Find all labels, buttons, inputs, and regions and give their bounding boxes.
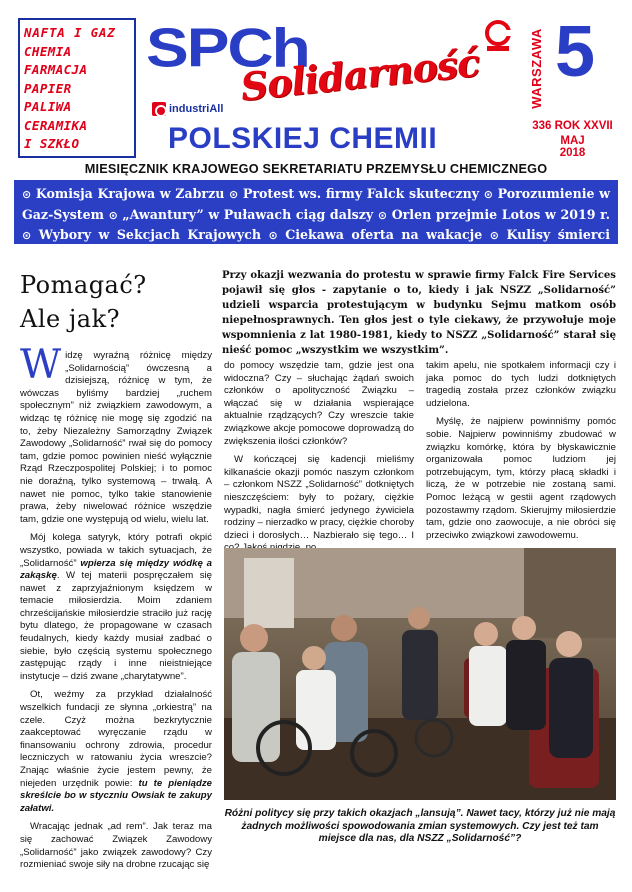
bullet-icon: ⊙ (483, 188, 493, 201)
sector-item: CHEMIA (24, 43, 72, 59)
article-column-3 (426, 360, 616, 567)
article-column-2 (224, 360, 414, 561)
headline-item[interactable]: Orlen przejmie Lotos w 2019 r. (391, 206, 610, 222)
paragraph-text: Ot, weźmy za przykład działalność wszelkich fundacji ze słynna „orkiestrą” na czele. Czyż można bezkrytycznie zaakceptować wyręczanie rządu w finansowaniu ochrony zdrowia, procedur leczniczych w ratowaniu życia wreszcie? Znając właśnie życie jestem pewny, że niejeden urzędnik powie: (20, 689, 212, 789)
paragraph: Myślę, że najpierw powinniśmy pomóc sobie. Najpierw powinniśmy zbudować w związku komórkę, która by błyskawicznie organizowała pomoc ludziom jej potrzebującym, tym, którzy płacą składki i liczą, że w potrzebie nie zostaną sami. Pomoc leżącą w gestii agent rządowych pozostawmy rządom. Skierujmy miłosierdzie tam, gdzie ono zaowocuje, a nie obróci się przeciwko związkowi zawodowemu. (426, 416, 616, 541)
industriall-icon (152, 102, 166, 116)
paragraph (20, 532, 212, 683)
bullet-icon: ⊙ (22, 188, 32, 201)
bullet-icon: ⊙ (377, 208, 388, 222)
paragraph (20, 689, 212, 815)
city-label-wrap (525, 16, 547, 120)
paragraph-text: idzę wyraźną różnicę między „Solidarnością” ówczesną a dzisiejszą, różnicę w tym, że wówczas byliśmy bardziej „ruchem społecznym” niż związkiem zawodowym, a widząc tę różnicę nie mogę się zgodzić na to, żeby Niezależny Samorządny Związek Zawodowy „Solidarność” rwał się do pomocy tam, gdzie pomoc powinien nieść wyłącznie Rząd Rzeczpospolitej Polskiej; i to pomoc nie doraźną, tylko systemową – trwałą. A nawet nie pomoc, tylko takie stanowienie prawa, żeby niwelować różnice wszędzie tam, gdzie one występują od wielu, wielu lat. (20, 350, 212, 525)
sector-item: NAFTA I GAZ (24, 25, 116, 40)
paragraph: do pomocy wszędzie tam, gdzie jest ona widoczna? Czy – słuchając żądań swoich członków o apolityczność Związku – włączać się w działania wspierające aktualnie rządzących? Czy wreszcie takie związkowe akcje pomocowe doprowadzą do zwiększenia ilości członków? (224, 360, 414, 447)
article-photo (224, 548, 616, 800)
headline-item[interactable]: Wybory w Sekcjach Krajowych (38, 227, 262, 242)
article-title-line: Pomagać? (20, 271, 147, 299)
issue-year: 2018 (559, 147, 586, 159)
emphasis-text: tu te pieniądze skreślcie bo w styczniu Owsiak te zakupy załatwi. (20, 777, 212, 814)
headline-item[interactable]: Kulisy śmierci Marka Papały (22, 227, 611, 263)
sector-item: PALIWA (24, 99, 72, 114)
paragraph (20, 342, 212, 526)
bullet-icon: ⊙ (489, 229, 499, 242)
paragraph-text: . W tej materii pospręczałem się nawet z zaprzyjaźnionym księdzem w temacie miłosierdzia. Moim zdaniem chrześcijańskie miłosierdzie straciło już rację bytu dlatego, że propagowane w czasach feudalnych, kiedy każdy musiał zadbać o siebie, było częścią systemu społecznego zastępując rządy i inne nieistniejące instytucje – dziś zwane „charytatywne”. (20, 570, 212, 682)
industriall-logo (152, 102, 223, 116)
bullet-icon: ⊙ (229, 188, 239, 201)
article-column-1 (20, 342, 212, 878)
sector-item: PAPIER (24, 80, 72, 96)
photo-caption: Różni politycy się przy takich okazjach „lansują”. Nawet tacy, którzy już nie mają żadnych możliwości spowodowania zmian systemowych. Czy jest też tam miejsce dla nas, dla NSZZ „Solidarność”? (224, 808, 616, 845)
paragraph-text: Mój kolega satyryk, który potrafi okpić wszystko, powiada w takich sytuacjach, że „Solidarność” (20, 532, 212, 569)
sector-item: I SZKŁO (24, 136, 80, 151)
bullet-icon: ⊙ (268, 229, 278, 242)
headline-item[interactable]: Komisja Krajowa w Zabrzu (35, 186, 225, 201)
masthead-subtitle: MIESIĘCZNIK KRAJOWEGO SEKRETARIATU PRZEMYSŁU CHEMICZNEGO (84, 162, 548, 176)
article-lead: Przy okazji wezwania do protestu w sprawie firmy Falck Fire Services pojawił się głos - zapytanie o to, kiedy i jak NSZZ „Solidarność” udzieli wsparcia protestującym w budynku Sejmu matkom osób niepełnosprawnych. Ten głos jest o tyle ciekawy, że przywołuje moje wspomnienia z lat 1980-1981, kiedy to NSZZ „Solidarność” starał się nieść pomoc „wszystkim we wszystkim”. (222, 270, 616, 356)
headline-item[interactable]: Protest ws. firmy Falck skuteczny (242, 186, 480, 201)
solidarnosc-logo-icon (478, 16, 518, 56)
headline-item[interactable]: „Awantury” w Puławach ciąg dalszy (122, 206, 374, 222)
paragraph: Wracając jednak „ad rem”. Jak teraz ma się zachować Związek Zawodowy „Solidarność” jako związek zawodowy? Czy rozmieniać swoje siły na drobne rzucając się (20, 821, 212, 871)
article-title-line: Ale jak? (20, 305, 120, 333)
photo-illustration (224, 548, 616, 800)
article-title (20, 268, 210, 336)
bullet-icon: ⊙ (122, 249, 133, 263)
city-label: WARSZAWA (528, 27, 544, 109)
headline-item[interactable]: Ciekawa oferta na wakacje (285, 227, 483, 242)
title-polskiej-chemii: POLSKIEJ CHEMII (168, 122, 438, 155)
sector-item: FARMACJA (24, 62, 88, 77)
issue-month: MAJ (560, 135, 585, 147)
bullet-icon: ⊙ (22, 229, 32, 242)
paragraph: W kończącej się kadencji mieliśmy kilkanaście okazji pomóc naszym członkom – członkom NSZZ „Solidarność” dotkniętych nieszczęściem: były to pożary, ciężkie wypadki, nagła śmierć jedynego żywiciela rodziny – nierzadko w pracy, ciężkie choroby dzieci i dorosłych… Nazbierało się tego… I (224, 454, 414, 541)
bullet-icon: ⊙ (108, 208, 118, 222)
title-solidarnosc: Solidarność (238, 39, 482, 110)
emphasis-text: wpierza się między wódkę a zakąskę (20, 557, 212, 582)
paragraph: takim apelu, nie spotkałem informacji czy i jaka pomoc do tych ludzi dotkniętych tragedią została przez członków związku udzielona. (426, 360, 616, 409)
headline-item[interactable]: Porozumienie w Gaz-System (22, 186, 611, 222)
industriall-label: industriAll (169, 103, 224, 115)
title-spch: SPCh (146, 16, 309, 79)
masthead (18, 14, 616, 162)
drop-cap: W (20, 342, 62, 388)
issue-info (525, 12, 620, 159)
issue-number: 5 (555, 12, 596, 92)
issue-volume: 336 ROK XXVII (532, 120, 613, 132)
headlines-bar (14, 180, 618, 263)
sector-item: CERAMIKA (24, 117, 88, 133)
industry-sectors-box (18, 18, 136, 158)
issue-date (525, 135, 620, 159)
